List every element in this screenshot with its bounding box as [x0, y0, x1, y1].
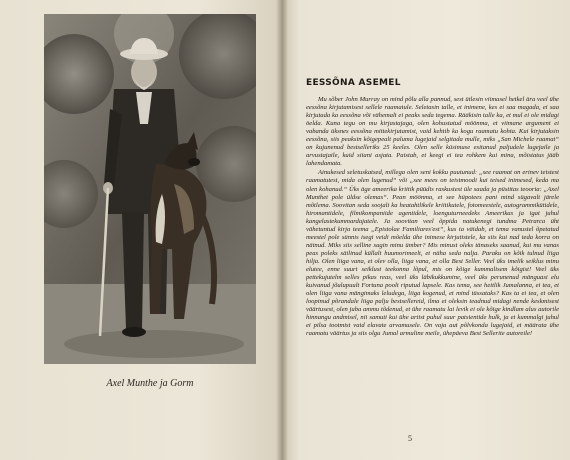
photo-illustration [44, 14, 256, 364]
photo-caption: Axel Munthe ja Gorm [106, 378, 194, 389]
body-paragraph: Mu sõber John Murray on mind põlu alla pannud, sest ütlesin viimasel hetkel ära veel ühe eessõna kirjutamisest sellele raamatule. Seletasin talle, et inimene, kes ei saa magada, ei saa kirjutada ka eessõna või vähemalt ei peaks seda tegema. Rääkisin talle ka, et mul ei ole midagi öelda. Kuna tegu on mu kirjastajaga, olen kohustatud möönma, et viimane argument ei vabanda üksnes eessõna mittekirjutamist, vaid kehtib ka kogu raamatu kohta. Kui kirjutaksin eessõna, siis peaksin kõigepealt paluma lugejaid selgitada mulle, miks „San Michele raamat“ on kujunenud bestselleriks 25 keeles. Olen selle küsimuse esitanud paljudele lugejaile ja arvustajaile, kuid siiani asjata. Paistab, et keegi ei tea rohkem kui mina, mõistatus jääb lahendamata. [306, 96, 559, 168]
left-page [0, 0, 282, 460]
page-number: 5 [408, 434, 412, 443]
body-paragraph: Ainukesed seletuskatsed, millega olen seni kokku puutunud: „see raamat on erinev teistest raamatutest, mida olen lugenud“ või „see mees on teistmoodi kui teised inimesed, keda ma olen kohanud.“ Üks äge ameerika kriitik püüdis raskustest üle saada ja püstitas teooria: „Axel Munthet pole üldse olemas“. Pean möönma, et see hüpotees pani mind sügavalt järele mõtlema. Soovitan seda soojalt ka heatahtlikele kriitikutele, fotomeestele, autogrammikütidele, hiromantidele, filmikompaniide agentidele, loenguturneedeks Ameerikas ja igat juhul kangelastekummardajatele. Ja soovitan veel õppida natukenegi tundma Petrarca üht vähetuntud kirja teema „Epistolae Familiares'est“, kus ta väidab, et tema vanustel õpetatud meestel pole sünnis isegi veidi mõelda ühe inimese kirjutistele, ka siis kui nad teda korra on näinud. Miks siis selline sagin minu ümber? Mis minust oleks tänaseks saanud, kui mu vanas peas poleks säilinud küllalt huumorimeelt, et näha seda nalja. Paraku on kõik tulnud liiga hilja. Olen liiga vana, et olev olla, liiga vana, et olla Best Seller. Veel üks imelik seiklus minu elutee, enne suurt seiklust teekonna lõpul, mis on kõige kummalisem kõigist! Veel üks pettekujutelm selles pikas reas, veel üks läbikukkumine, veel üks perunenud mänguasi elu kuivanud jõulupuult Fortuna poolt riputud lapsele. Kas tema, see heitlik Jumalanna, ei tea, et olen liiga vana mängimaks leludega, liiga kogenud, et mind tüssataks? Kas ta ei tea, et olen loopinud põrandale liiga palju bestsellereid, ilma et oleksin teadnud midagi nende keskmisest väärtusest, olen juba ammu tõdenud, et ühe raamatu lai levik ei ole kõige kindlam alus autorile hinnangu andmisel, nii samuti kui ühe artist puhul suur patsientide hulk, ja et kummalgi juhul ei pilsa tootmist vaid elavate arvamusele. On vaja aut põlvkonda lugejaid, et määrata ühe raamatu väärtus ja siis olgu Jumal armuline meile, ühepäeva Best Sellerite autoreile! [306, 169, 559, 338]
chapter-body [306, 96, 559, 428]
portrait-photo [44, 14, 256, 364]
book-gutter [276, 0, 288, 460]
chapter-title: EESSÕNA ASEMEL [306, 78, 401, 88]
